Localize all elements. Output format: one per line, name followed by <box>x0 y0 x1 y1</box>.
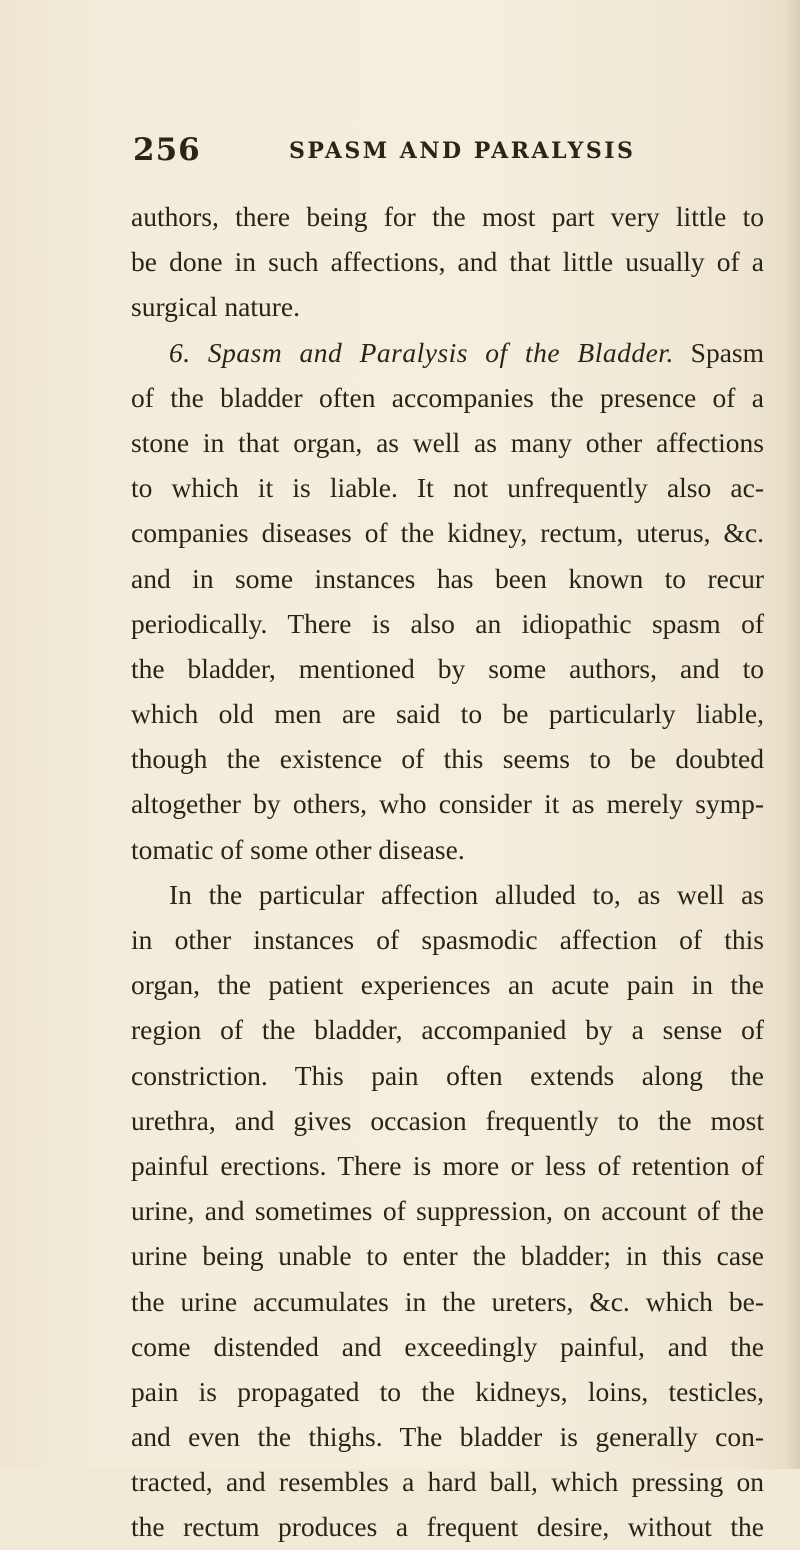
text-line: stone in that organ, as well as many other affections <box>131 426 764 458</box>
page-number: 256 <box>133 132 201 168</box>
text-line: pain is propagated to the kidneys, loins, testicles, <box>131 1375 764 1407</box>
text-line: which old men are said to be particularly liable, <box>131 698 764 730</box>
text-line: come distended and exceedingly painful, and the <box>131 1330 764 1362</box>
section-heading-line <box>131 330 764 375</box>
text-line: painful erections. There is more or less of retention of <box>131 1149 764 1181</box>
text-line: be done in such affections, and that little usually of a <box>131 246 764 278</box>
text-line: tracted, and resembles a hard ball, which pressing on <box>131 1466 764 1498</box>
text-line: authors, there being for the most part very little to <box>131 201 764 232</box>
text-line: urine being unable to enter the bladder; in this case <box>131 1240 764 1272</box>
text-line: of the bladder often accompanies the presence of a <box>131 381 764 413</box>
text-line: in other instances of spasmodic affection of this <box>131 924 764 955</box>
text-line: and even the thighs. The bladder is generally con- <box>131 1421 764 1453</box>
section-heading: 6. Spasm and Paralysis of the Bladder. <box>169 336 674 368</box>
text-line: surgical nature. <box>131 291 301 323</box>
text-line: and in some instances has been known to recur <box>131 562 764 594</box>
text-line: the rectum produces a frequent desire, without the <box>131 1511 764 1543</box>
text-line: urethra, and gives occasion frequently to the most <box>131 1104 764 1136</box>
running-head: SPASM AND PARALYSIS <box>289 138 636 164</box>
text-line: constriction. This pain often extends along the <box>131 1059 764 1091</box>
text-line: the bladder, mentioned by some authors, and to <box>131 652 764 684</box>
text-line: companies diseases of the kidney, rectum, uterus, &c. <box>131 517 764 549</box>
page-edge-shadow <box>786 0 800 1469</box>
text-line: In the particular affection alluded to, as well as <box>169 878 764 910</box>
text-line: altogether by others, who consider it as merely symp- <box>131 788 764 820</box>
text-fragment: Spasm <box>690 336 764 368</box>
text-line: organ, the patient experiences an acute pain in the <box>131 969 764 1001</box>
text-line: though the existence of this seems to be doubted <box>131 743 764 775</box>
text-line: the urine accumulates in the ureters, &c. which be- <box>131 1285 764 1317</box>
page-header <box>133 132 763 172</box>
body-text <box>131 194 764 1550</box>
text-line: periodically. There is also an idiopathic spasm of <box>131 607 764 639</box>
text-line: region of the bladder, accompanied by a sense of <box>131 1014 764 1046</box>
text-line: to which it is liable. It not unfrequently also ac- <box>131 472 764 504</box>
text-line: tomatic of some other disease. <box>131 833 465 865</box>
text-line: urine, and sometimes of suppression, on account of the <box>131 1195 764 1227</box>
